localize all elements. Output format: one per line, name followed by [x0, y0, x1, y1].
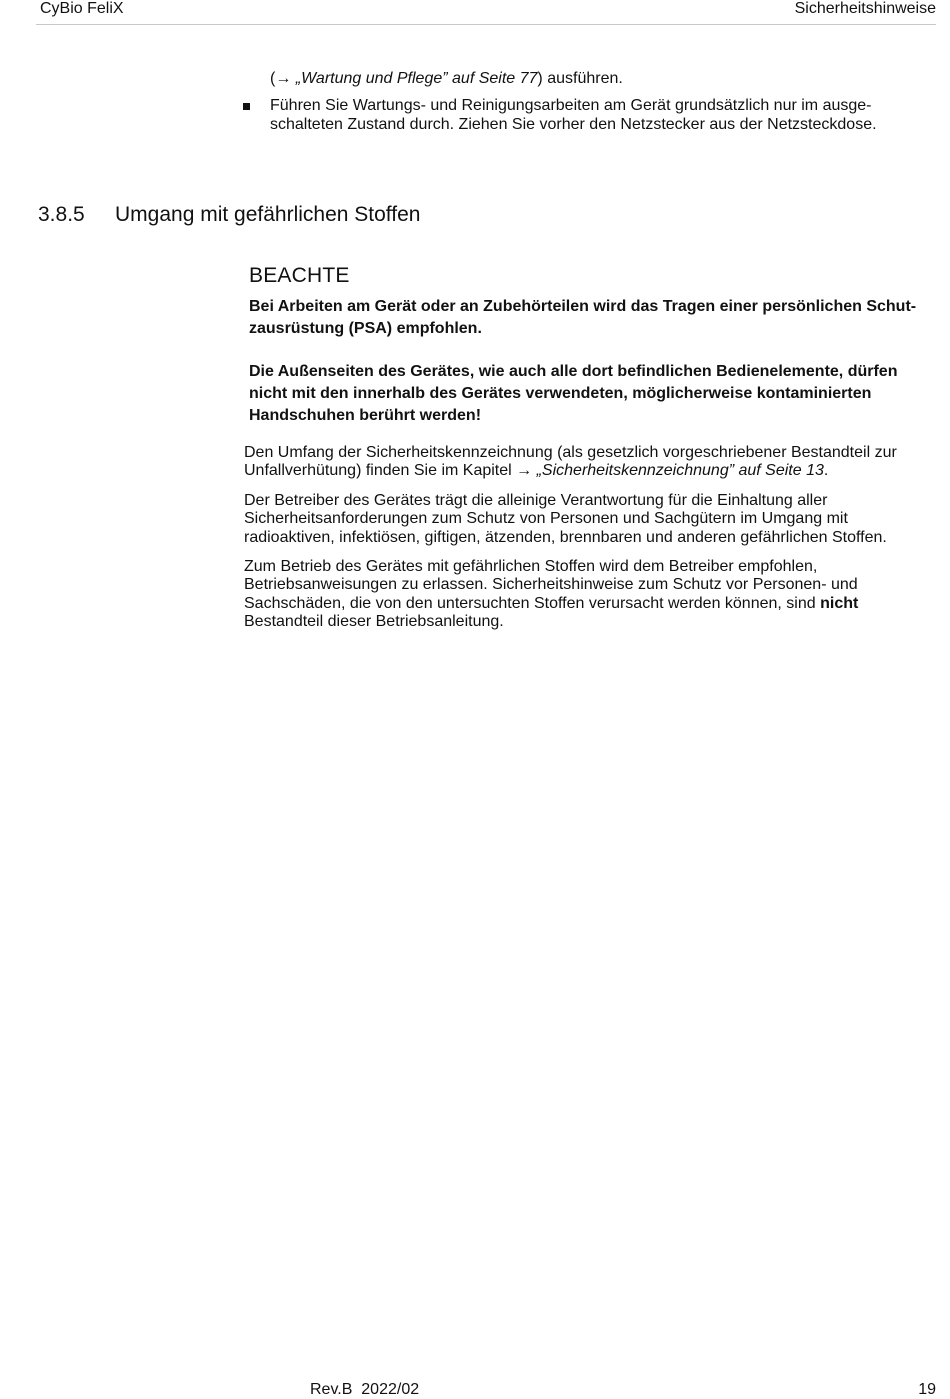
- emphasis-nicht: nicht: [820, 594, 859, 612]
- continuation-open: (→: [270, 70, 296, 87]
- header-divider: [36, 24, 936, 25]
- header-chapter-title: Sicherheitshinweise: [794, 0, 936, 17]
- bullet-square-icon: [243, 103, 250, 110]
- header-product-name: CyBio FeliX: [40, 0, 124, 17]
- paragraph-operating-instructions: [244, 558, 934, 632]
- notice-paragraph-gloves: Die Außenseiten des Gerätes, wie auch alle dort befindlichen Bedienelemente, dürfen nicht mit den innerhalb des Gerätes verwendeten, möglicherweise kontaminierten Handschuhen berührt werden!: [249, 363, 898, 424]
- section-number: 3.8.5: [38, 203, 85, 226]
- paragraph-operator-responsibility: Der Betreiber des Gerätes trägt die alleinige Verantwortung für die Einhaltung aller Sicherheitsanforderungen zum Schutz von Personen und Sachgütern im Umgang mit radioaktiven, infektiösen, giftigen, ätzenden, brennbaren und anderen gefährlichen Stoffen.: [244, 491, 887, 546]
- paragraph-safety-labeling: [244, 444, 934, 481]
- safety-labeling-link[interactable]: „Sicherheitskennzeichnung” auf Seite 13: [536, 462, 824, 480]
- continuation-close: ) ausführen.: [537, 70, 623, 87]
- footer-revision: Rev.B 2022/02: [310, 1381, 420, 1398]
- body-text: [244, 444, 934, 643]
- notice-title: BEACHTE: [249, 264, 350, 287]
- cross-reference-link[interactable]: „Wartung und Pflege” auf Seite 77: [295, 70, 538, 87]
- footer-page-number: 19: [918, 1381, 936, 1398]
- notice-paragraph-ppe: Bei Arbeiten am Gerät oder an Zubehörteilen wird das Tragen einer persönlichen Schutzausrüstung (PSA) empfohlen.: [249, 298, 917, 337]
- paragraph-safety-labeling-end: .: [823, 462, 829, 480]
- notice-box: [249, 264, 939, 427]
- paragraph-operating-instructions-end: Bestandteil dieser Betriebsanleitung.: [244, 613, 504, 631]
- bullet-text: Führen Sie Wartungs- und Reinigungsarbeiten am Gerät grundsätzlich nur im ausgeschalteten Zustand durch. Ziehen Sie vorher den Netzstecker aus der Netzsteckdose.: [270, 97, 877, 133]
- paragraph-operating-instructions-text: Zum Betrieb des Gerätes mit gefährlichen Stoffen wird dem Betreiber empfohlen, Betriebsanweisungen zu erlassen. Sicherheitshinweise zum Schutz vor Personen- und Sachschäden, die von den untersuchten Stoffen verursacht werden können, sind: [244, 558, 858, 612]
- section-heading: Umgang mit gefährlichen Stoffen: [115, 203, 421, 226]
- paragraph-safety-labeling-text: Den Umfang der Sicherheitskennzeichnung (als gesetzlich vorgeschriebener Bestandteil zur Unfallverhütung) finden Sie im Kapitel →: [244, 444, 897, 480]
- continuation-line: [270, 70, 623, 88]
